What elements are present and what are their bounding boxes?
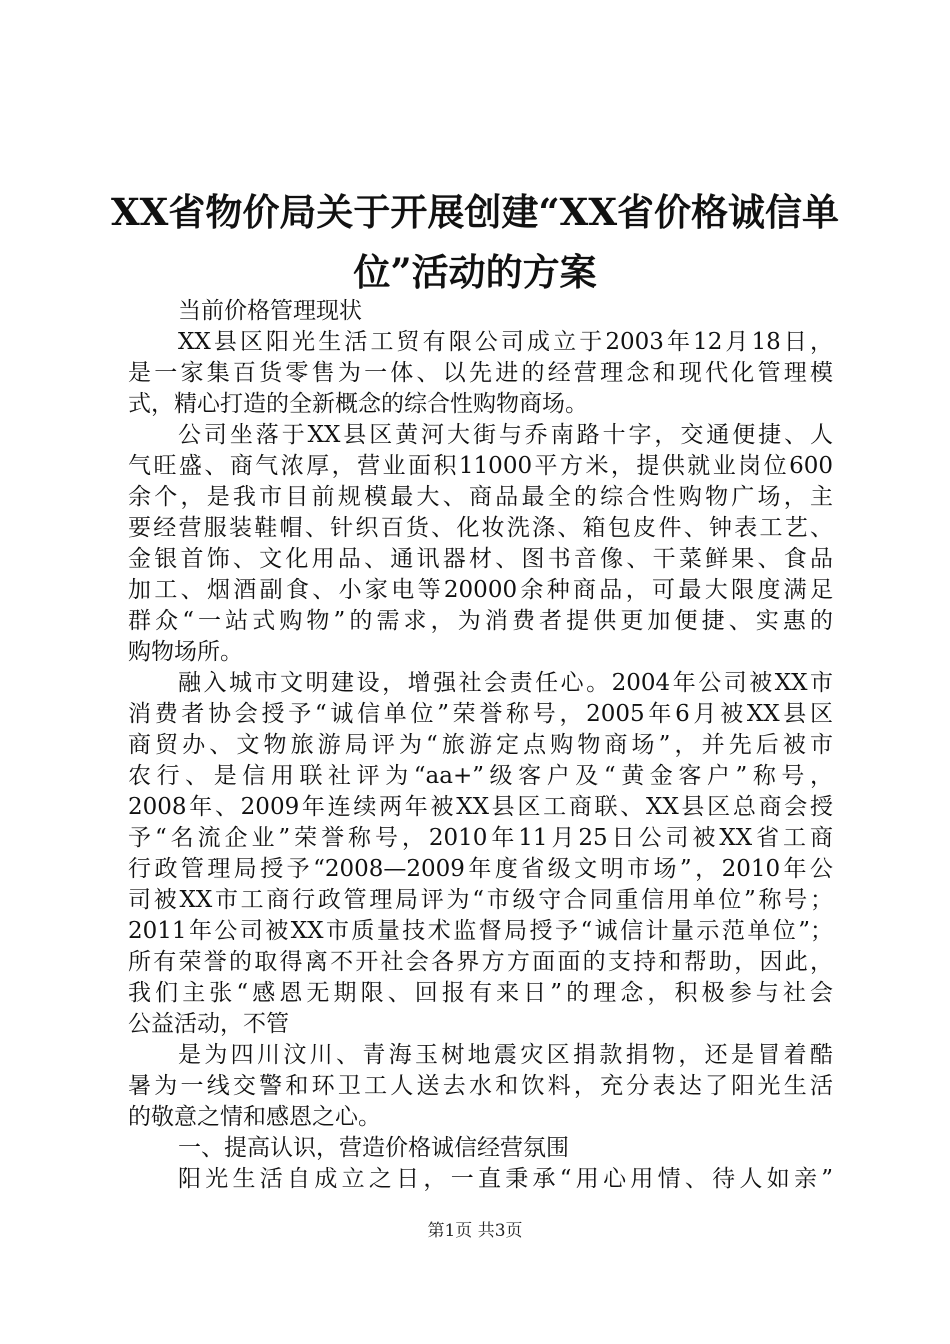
paragraph-line: 2011年公司被XX市质量技术监督局授予“诚信计量示范单位”； bbox=[128, 918, 833, 944]
paragraph-line: 群众“一站式购物”的需求，为消费者提供更加便捷、实惠的 bbox=[128, 608, 833, 634]
paragraph-line: 予“名流企业”荣誉称号，2010年11月25日公司被XX省工商 bbox=[128, 825, 833, 851]
paragraph-line: 气旺盛、商气浓厚，营业面积11000平方米，提供就业岗位600 bbox=[128, 453, 833, 479]
paragraph-line: 余个，是我市目前规模最大、商品最全的综合性购物广场，主 bbox=[128, 484, 833, 510]
document-title-line-2: 位”活动的方案 bbox=[353, 250, 597, 294]
paragraph-line: 公益活动，不管 bbox=[128, 1011, 289, 1037]
paragraph-line: 购物场所。 bbox=[128, 639, 243, 665]
paragraph-line: 司被XX市工商行政管理局评为“市级守合同重信用单位”称号； bbox=[128, 887, 833, 913]
paragraph-line: 暑为一线交警和环卫工人送去水和饮料，充分表达了阳光生活 bbox=[128, 1073, 833, 1099]
paragraph-line: 所有荣誉的取得离不开社会各界方方面面的支持和帮助，因此， bbox=[128, 949, 833, 975]
document-body bbox=[128, 296, 833, 1195]
paragraph-line: 2008年、2009年连续两年被XX县区工商联、XX县区总商会授 bbox=[128, 794, 833, 820]
paragraph-line: 农行、是信用联社评为“aa+”级客户及“黄金客户”称号， bbox=[128, 763, 833, 789]
paragraph-line: XX县区阳光生活工贸有限公司成立于2003年12月18日， bbox=[178, 329, 833, 355]
paragraph-line: 阳光生活自成立之日，一直秉承“用心用情、待人如亲” bbox=[178, 1166, 833, 1192]
document-title-line-1: XX省物价局关于开展创建“XX省价格诚信单 bbox=[110, 190, 840, 234]
paragraph-line: 是一家集百货零售为一体、以先进的经营理念和现代化管理模 bbox=[128, 360, 833, 386]
paragraph-line: 金银首饰、文化用品、通讯器材、图书音像、干菜鲜果、食品 bbox=[128, 546, 833, 572]
paragraph-line: 行政管理局授予“2008—2009年度省级文明市场”，2010年公 bbox=[128, 856, 833, 882]
paragraph-line: 消费者协会授予“诚信单位”荣誉称号，2005年6月被XX县区 bbox=[128, 701, 833, 727]
paragraph-line: 商贸办、文物旅游局评为“旅游定点购物商场”，并先后被市 bbox=[128, 732, 833, 758]
page-footer: 第1页 共3页 bbox=[427, 1221, 523, 1241]
paragraph-line: 公司坐落于XX县区黄河大街与乔南路十字，交通便捷、人 bbox=[178, 422, 833, 448]
paragraph-line: 是为四川汶川、青海玉树地震灾区捐款捐物，还是冒着酷 bbox=[178, 1042, 833, 1068]
paragraph-line: 我们主张“感恩无期限、回报有来日”的理念，积极参与社会 bbox=[128, 980, 833, 1006]
paragraph-line: 要经营服装鞋帽、针织百货、化妆洗涤、箱包皮件、钟表工艺、 bbox=[128, 515, 833, 541]
paragraph-line: 的敬意之情和感恩之心。 bbox=[128, 1104, 381, 1130]
section-heading: 当前价格管理现状 bbox=[178, 298, 362, 324]
paragraph-line: 融入城市文明建设，增强社会责任心。2004年公司被XX市 bbox=[178, 670, 833, 696]
section-heading: 一、提高认识，营造价格诚信经营氛围 bbox=[178, 1135, 569, 1161]
paragraph-line: 式，精心打造的全新概念的综合性购物商场。 bbox=[128, 391, 588, 417]
paragraph-line: 加工、烟酒副食、小家电等20000余种商品，可最大限度满足 bbox=[128, 577, 833, 603]
